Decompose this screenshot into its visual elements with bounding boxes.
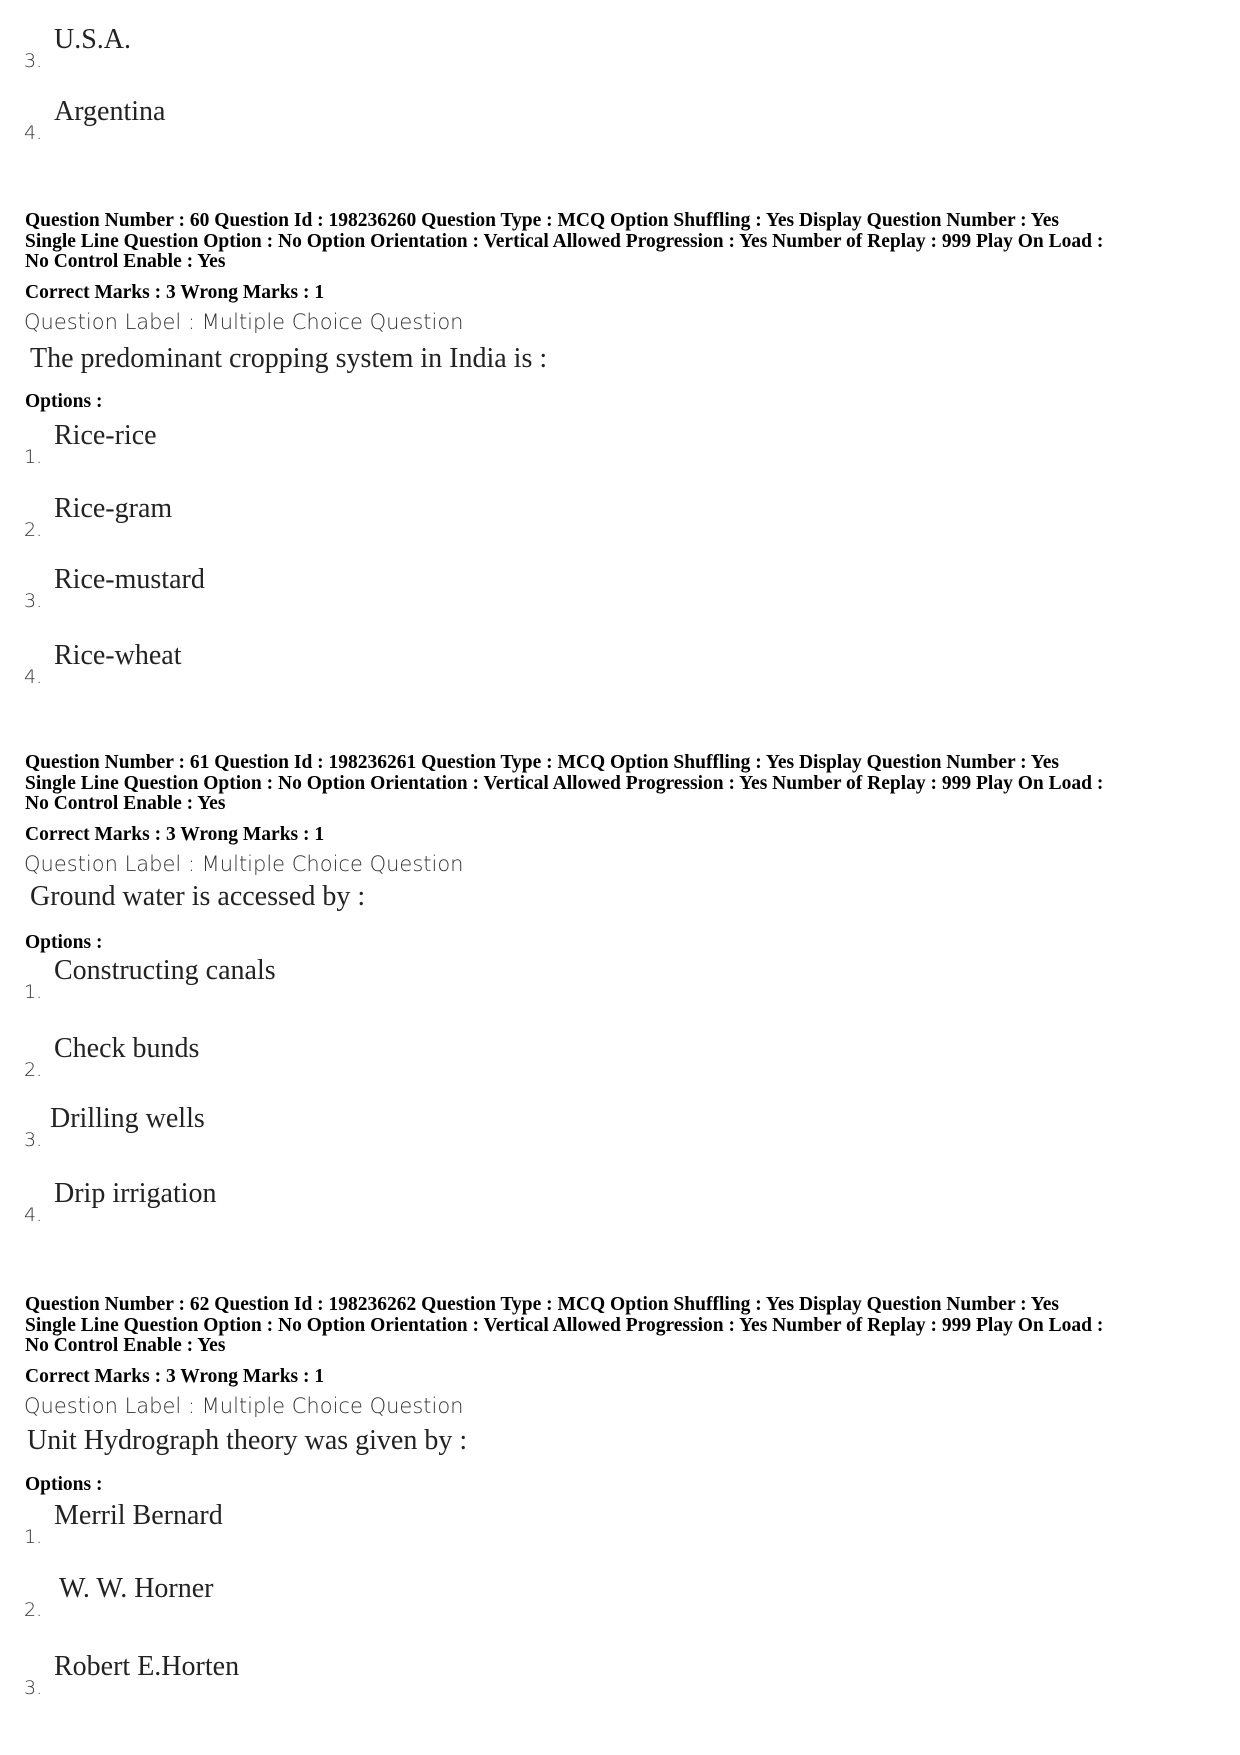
meta-line: No Control Enable : Yes (25, 251, 226, 272)
option-number: 3. (24, 1677, 43, 1699)
option-number: 4. (24, 666, 43, 688)
question-meta (25, 1295, 1220, 1357)
option-text: Robert E.Horten (54, 1651, 240, 1682)
meta-line: Question Number : 61 Question Id : 198236261 Question Type : MCQ Option Shuffling : Yes Display Question Number : Yes (25, 752, 1059, 773)
question-label: Question Label : Multiple Choice Question (24, 310, 464, 334)
question-text: The predominant cropping system in India is : (30, 343, 548, 374)
option-number: 2. (24, 1059, 43, 1081)
question-label: Question Label : Multiple Choice Question (24, 852, 464, 876)
meta-line: No Control Enable : Yes (25, 793, 226, 814)
option-number: 2. (24, 519, 43, 541)
option-number: 2. (24, 1599, 43, 1621)
question-marks: Correct Marks : 3 Wrong Marks : 1 (25, 1366, 325, 1387)
option-text: U.S.A. (54, 24, 132, 55)
option-number: 3. (24, 590, 43, 612)
options-label: Options : (25, 391, 103, 412)
question-text: Unit Hydrograph theory was given by : (27, 1425, 468, 1456)
option-text: Constructing canals (54, 955, 276, 986)
meta-line: Single Line Question Option : No Option Orientation : Vertical Allowed Progression : Yes Number of Replay : 999 Play On Load : (25, 1314, 1104, 1336)
question-meta (25, 211, 1220, 273)
option-number: 4. (24, 1204, 43, 1226)
options-label: Options : (25, 1474, 103, 1495)
option-text: Argentina (54, 96, 166, 127)
option-text: Rice-mustard (54, 564, 205, 595)
meta-line: Single Line Question Option : No Option Orientation : Vertical Allowed Progression : Yes Number of Replay : 999 Play On Load : (25, 772, 1104, 794)
option-number: 1. (24, 446, 43, 468)
question-marks: Correct Marks : 3 Wrong Marks : 1 (25, 282, 325, 303)
option-number: 3. (24, 1129, 43, 1151)
meta-line: Single Line Question Option : No Option Orientation : Vertical Allowed Progression : Yes Number of Replay : 999 Play On Load : (25, 230, 1104, 252)
options-label: Options : (25, 932, 103, 953)
option-number: 1. (24, 1526, 43, 1548)
question-meta (25, 753, 1220, 815)
meta-line: No Control Enable : Yes (25, 1335, 226, 1356)
question-marks: Correct Marks : 3 Wrong Marks : 1 (25, 824, 325, 845)
option-text: Merril Bernard (54, 1500, 223, 1531)
meta-line: Question Number : 60 Question Id : 198236260 Question Type : MCQ Option Shuffling : Yes Display Question Number : Yes (25, 210, 1059, 231)
meta-line: Question Number : 62 Question Id : 198236262 Question Type : MCQ Option Shuffling : Yes Display Question Number : Yes (25, 1294, 1059, 1315)
option-text: Drip irrigation (54, 1178, 217, 1209)
option-number: 4. (24, 122, 43, 144)
option-text: Rice-rice (54, 420, 157, 451)
option-text: W. W. Horner (59, 1573, 214, 1604)
option-number: 1. (24, 981, 43, 1003)
option-text: Check bunds (54, 1033, 200, 1064)
option-text: Rice-wheat (54, 640, 182, 671)
question-text: Ground water is accessed by : (30, 881, 366, 912)
option-number: 3. (24, 50, 43, 72)
question-label: Question Label : Multiple Choice Question (24, 1394, 464, 1418)
option-text: Rice-gram (54, 493, 173, 524)
option-text: Drilling wells (50, 1103, 205, 1134)
